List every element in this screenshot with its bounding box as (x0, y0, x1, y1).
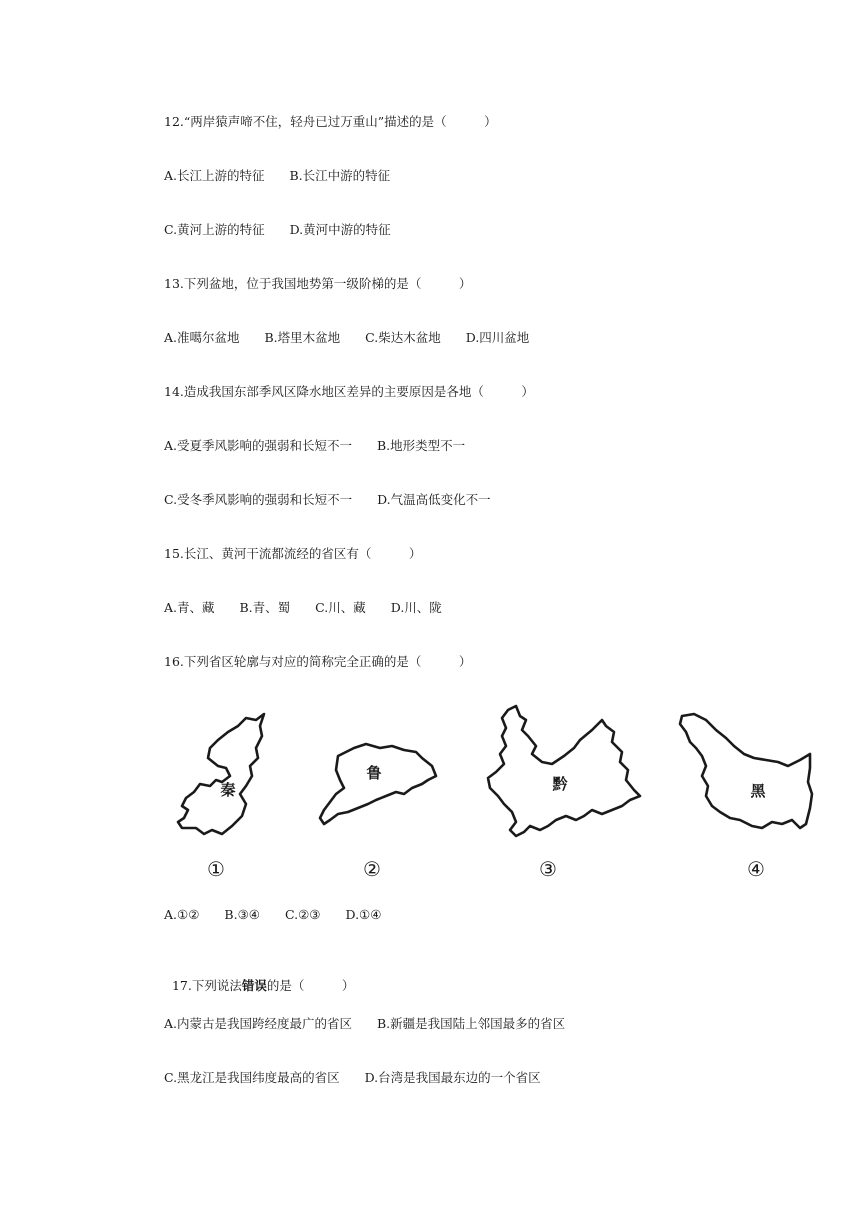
q16-stem: 16.下列省区轮廓与对应的简称完全正确的是（ ） (164, 654, 472, 669)
q14-stem: 14.造成我国东部季风区降水地区差异的主要原因是各地（ ） (164, 384, 534, 399)
map-number-3: ③ (539, 857, 557, 881)
q12-options-row-2: C.黄河上游的特征 D.黄河中游的特征 (164, 222, 391, 237)
q17-stem-prefix: 17.下列说法 (171, 978, 242, 993)
q12-options-row-1: A.长江上游的特征 B.长江中游的特征 (164, 168, 391, 183)
province-outline-3 (488, 706, 640, 836)
q17-stem-emphasis: 错误 (241, 978, 267, 993)
q17-options-row-1: A.内蒙古是我国跨经度最广的省区 B.新疆是我国陆上邻国最多的省区 (164, 1016, 566, 1031)
map-number-4: ④ (747, 857, 765, 881)
province-abbr-4: 黑 (750, 782, 766, 800)
province-outline-1 (178, 714, 264, 834)
province-outline-4 (680, 714, 812, 828)
province-outline-2 (320, 744, 436, 824)
q14-options-row-1: A.受夏季风影响的强弱和长短不一 B.地形类型不一 (164, 438, 466, 453)
map-number-2: ② (363, 857, 381, 881)
q17-options-row-2: C.黑龙江是我国纬度最高的省区 D.台湾是我国最东边的一个省区 (164, 1070, 541, 1085)
province-abbr-1: 秦 (220, 781, 236, 799)
q14-options-row-2: C.受冬季风影响的强弱和长短不一 D.气温高低变化不一 (164, 492, 491, 507)
q15-options: A.青、藏 B.青、蜀 C.川、藏 D.川、陇 (164, 600, 442, 615)
province-abbr-3: 黔 (552, 775, 568, 793)
q12-stem: 12.“两岸猿声啼不住，轻舟已过万重山”描述的是（ ） (164, 114, 497, 129)
q17-stem (164, 962, 354, 994)
map-number-1: ① (207, 857, 225, 881)
province-outline-figure (160, 696, 820, 886)
q16-options: A.①② B.③④ C.②③ D.①④ (164, 907, 382, 922)
province-abbr-2: 鲁 (366, 764, 382, 782)
q13-options: A.准噶尔盆地 B.塔里木盆地 C.柴达木盆地 D.四川盆地 (164, 330, 530, 345)
q13-stem: 13.下列盆地，位于我国地势第一级阶梯的是（ ） (164, 276, 472, 291)
q17-stem-suffix: 的是（ ） (266, 978, 355, 993)
q15-stem: 15.长江、黄河干流都流经的省区有（ ） (164, 546, 422, 561)
